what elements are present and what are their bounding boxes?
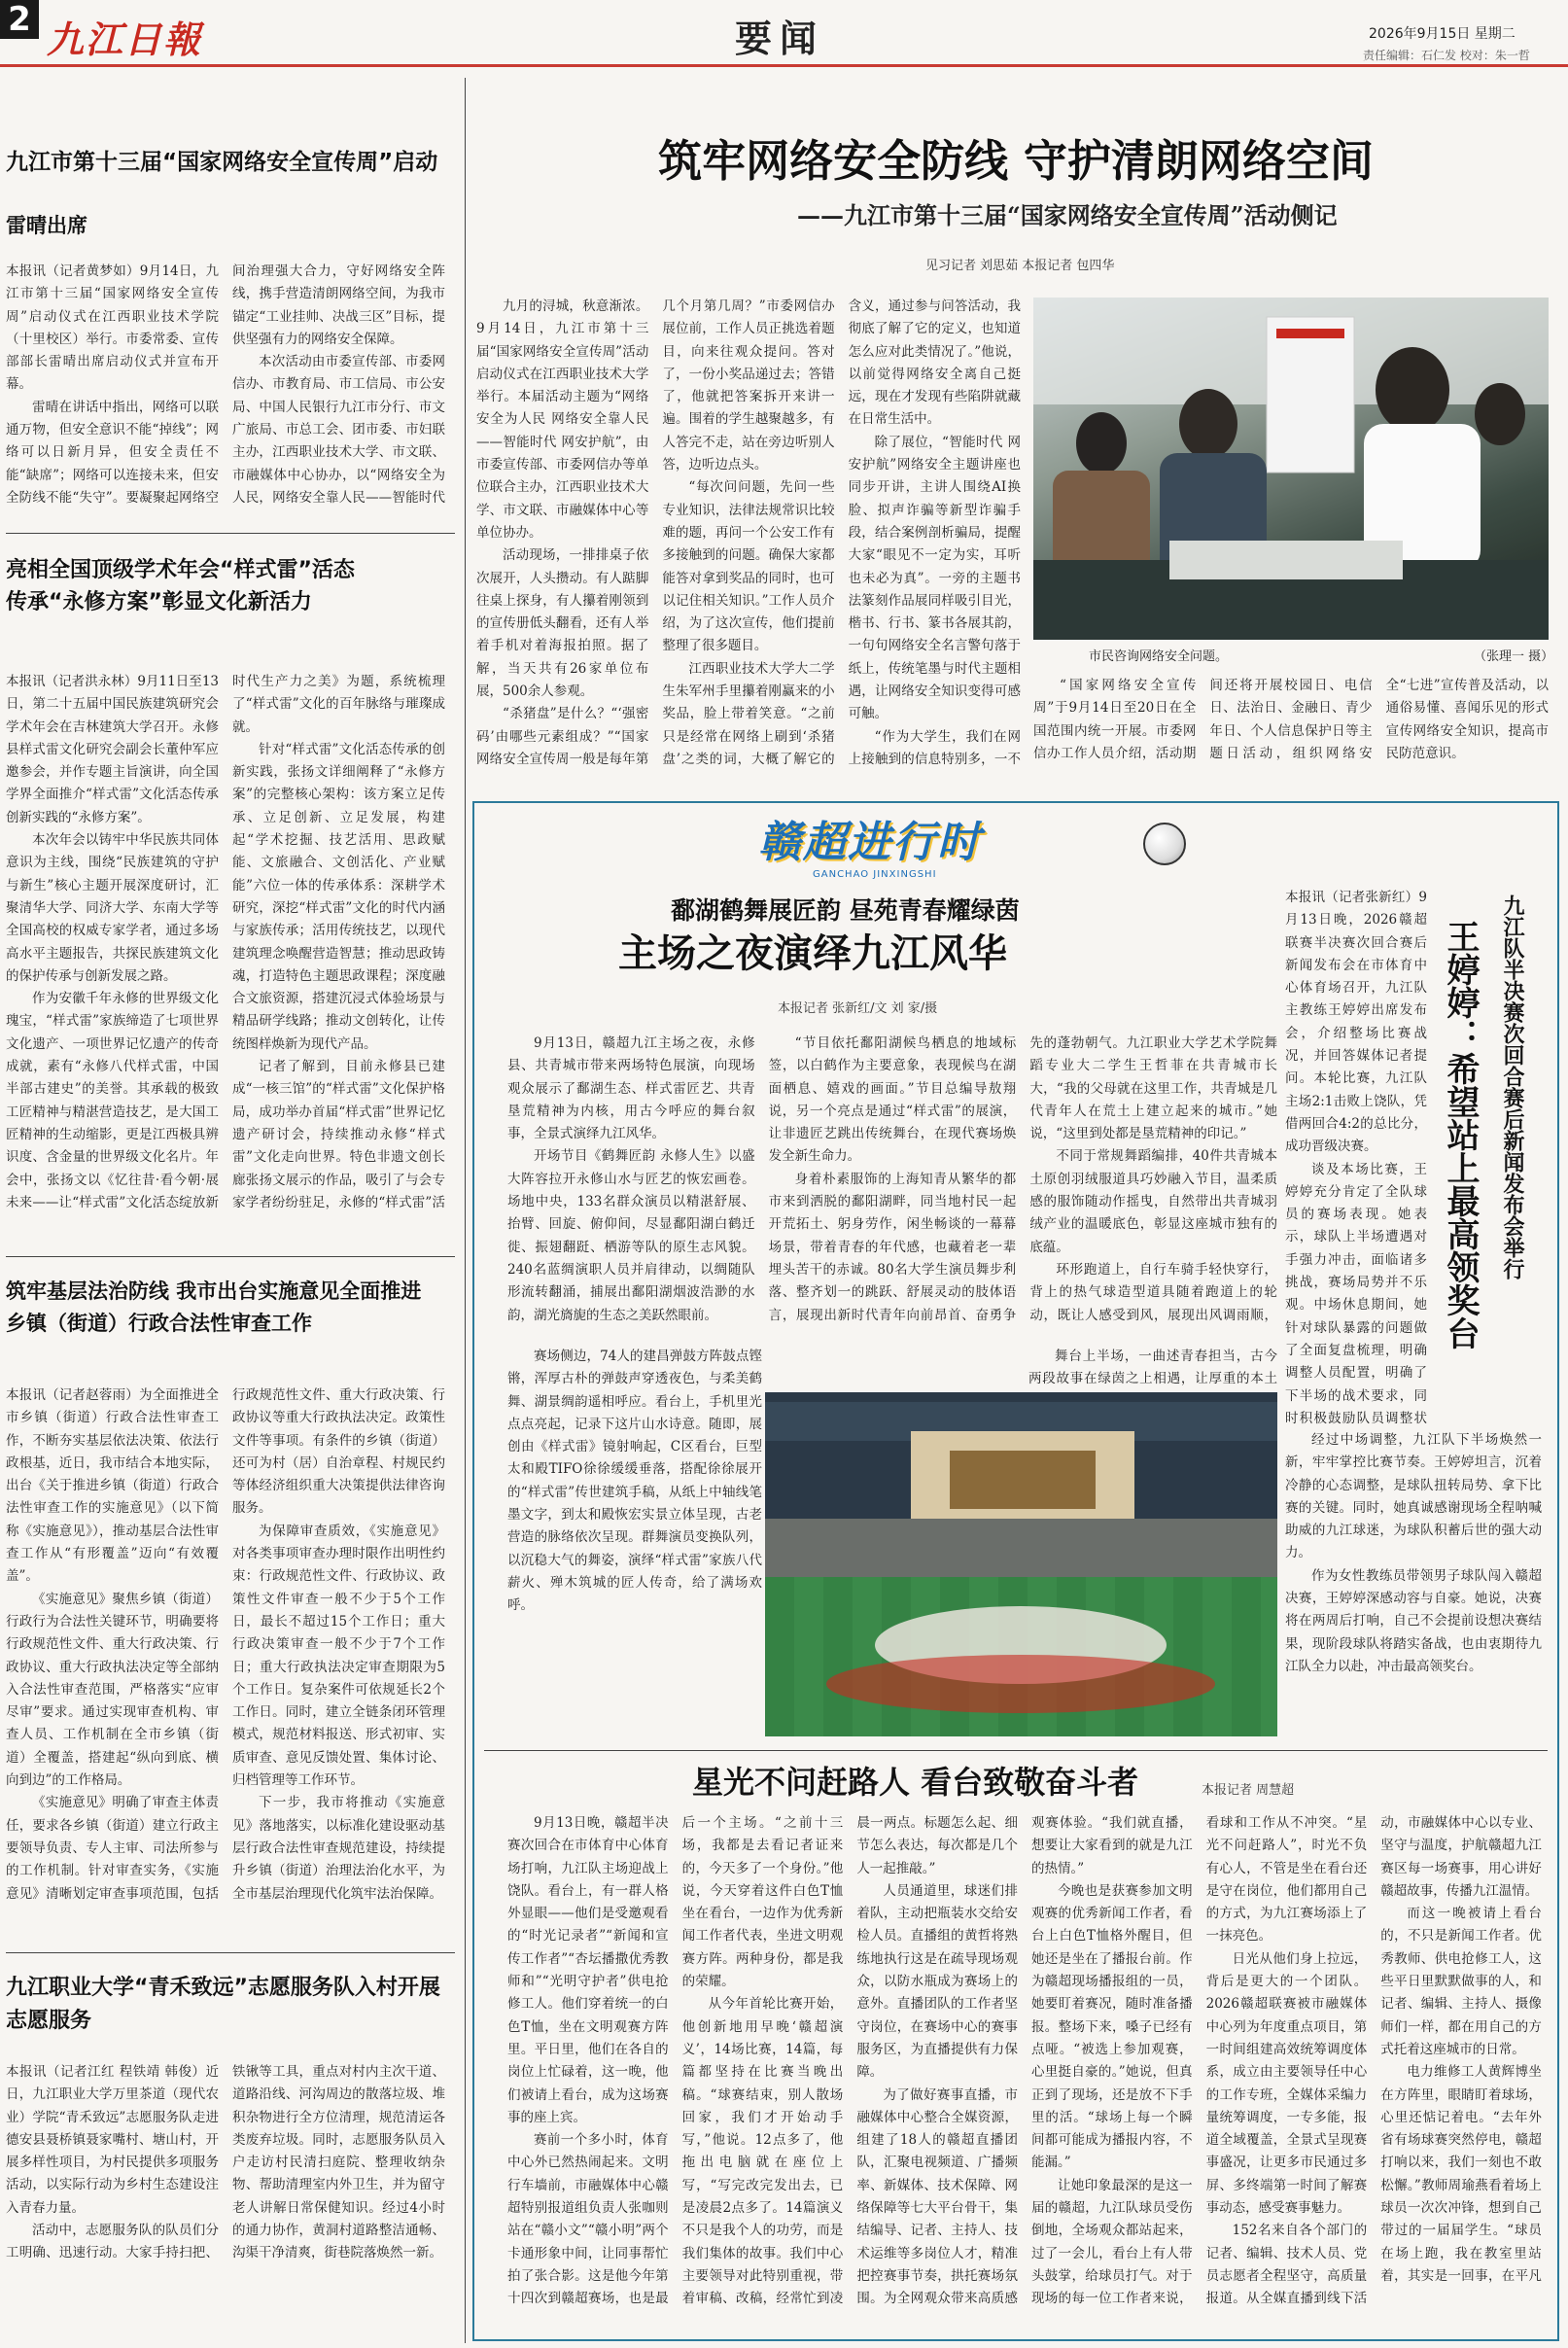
soccer-ball-icon xyxy=(1143,823,1186,865)
article-body: 本报讯（记者洪永林）9月11日至13日，第二十五届中国民族建筑研究会学术年会在吉林建筑大学召开。永修县样式雷文化研究会副会长董仲军应邀参会，并作专题主旨演讲，向全国学界全面推介“样式雷”文化活态传承创新实践的“永修方案”。 本次年会以铸牢中华民族共同体意识为主线，围绕“民族建筑的守护与新生”核心主题开展深度研讨，汇聚清华大学、同济大学、东南大学等全国高校的权威专家学者，通过多场高水平主题报告，共探民族建筑文化的保护传承与创新发展之路。 作为安徽千年永修的世界级文化瑰宝，“样式雷”家族缔造了七项世界文化遗产、一项世界记忆遗产的传奇成就，素有“永修八代样式雷，中国半部古建史”的美誉。其承载的极致工匠精神与精湛营造技艺，是大国工匠精神的生动缩影，更是江西极具辨识度、含金量的世界级文化名片。年会中，张扬文以《忆往昔·看今朝·展未来——让“样式雷”文化活态绽放新时代生产力之美》为题，系统梳理了“样式雷”文化的百年脉络与璀璨成就。 针对“样式雷”文化活态传承的创新实践，张扬文详细阐释了“永修方案”的完整核心架构：该方案立足传承、立足创新、立足发展，构建起“学术挖掘、技艺活用、思政赋能、文旅融合、文创活化、产业赋能”六位一体的传承体系：深耕学术研究，深挖“样式雷”文化的时代内涵与家族传承；活用传统技艺，以现代建筑理念唤醒营造智慧；推动思政铸魂，打造特色主题思政课程；深度融合文旅资源，搭建沉浸式体验场景与精品研学线路；推动文创转化，让传统图样焕新为现代产品。 记者了解到，目前永修县已建成“一核三馆”的“样式雷”文化保护格局，成功举办首届“样式雷”世界记忆遗产研讨会，持续推动永修“样式雷”文化走向世界。特色非遗文创长廊张扬文展示的作品，吸引了与会专家学者纷纷驻足，永修的“样式雷”活 xyxy=(6,674,445,1210)
header-rule xyxy=(0,64,1568,67)
banner-subtitle: GANCHAO JINXINGSHI xyxy=(813,869,937,880)
article-body: 本报讯（记者黄梦如）9月14日，九江市第十三届“国家网络安全宣传周”启动仪式在江西职业技术学院（十里校区）举行。市委常委、宣传部部长雷晴出席启动仪式并宣布开幕。 雷晴在讲话中指出，网络可以联通万物，但安全意识不能“掉线”；网络可以日新月异，但安全责任不能“缺席”；网络可以连接未来，但安全防线不能“失守”。要凝聚起网络空间治理强大合力，守好网络安全阵线，携手营造清朗网络空间，为我市锚定“工业挂帅、决战三区”目标，提供坚强有力的网络安全保障。 本次活动由市委宣传部、市委网信办、市教育局、市工信局、市公安局、中国人民银行九江市分行、市文广旅局、市总工会、团市委、市妇联主办，江西职业技术大学、市文联、市融媒体中心协办，以“网络安全为人民，网络安全靠人民——智能时代 xyxy=(6,263,445,506)
article-title: 九江市第十三届“国家网络安全宣传周”启动 xyxy=(6,150,438,175)
banner-title: 赣超进行时 xyxy=(758,818,982,867)
fans-byline: 本报记者 周慧超 xyxy=(1202,1783,1295,1798)
photo-caption: 市民咨询网络安全问题。 xyxy=(1089,649,1229,664)
coach-side-headline: 九江队半决赛次回合赛后新闻发布会举行 xyxy=(1500,894,1524,1279)
divider xyxy=(6,533,455,534)
sports-body-right: 舞台上半场，一曲述青春担当，古今两段故事在绿茵之上相遇，让厚重的本土 xyxy=(1028,1349,1277,1387)
sports-banner xyxy=(758,807,1147,879)
sports-body-lower: 赛场侧边，74人的建昌弹鼓方阵鼓点铿锵，浑厚古朴的弹鼓声穿透夜色，与柔美鹤舞、湖景绸韵遥相呼应。看台上，手机里光点点亮起，记录下这片山水诗意。随即，展创由《样式雷》镜射响起，C区看台，巨型太和殿TIFO徐徐缓缓垂落，搭配徐徐展开的“样式雷”传世建筑手稿，从纸上中轴线笔墨文字，到太和殿恢宏实景立体呈现，古老营造的脉络依次呈现。群舞演员变换队列，以沉稳大气的舞姿，演绎“样式雷”家族八代薪火、殚木筑城的匠人传奇，给了满场欢呼。 xyxy=(507,1349,762,1614)
editor-line: 责任编辑：石仁发 校对：朱一哲 xyxy=(1363,49,1530,62)
section-title: 要闻 xyxy=(735,17,825,60)
divider xyxy=(6,1952,455,1953)
coach-body: 本报讯（记者张新红）9月13日晚，2026赣超联赛半决赛次回合赛后新闻发布会在市体育中心体育场召开，九江队主教练王婷婷出席发布会，介绍整场比赛战况，并回答媒体记者提问。本轮比赛，九江队主场2:1击败上饶队，凭借两回合4:2的总比分，成功晋级决赛。 谈及本场比赛，王婷婷充分肯定了全队球员的赛场表现。她表示，球队上半场遭遇对手强力冲击，面临诸多挑战，赛场局势并不乐观。中场休息期间，她针对球队暴露的问题做了全面复盘梳理，明确调整人员配置，明确了下半场的战术要求，同时积极鼓励队员调整状 xyxy=(1285,890,1427,1425)
feature-subheadline: ——九江市第十三届“国家网络安全宣传周”活动侧记 xyxy=(797,201,1338,229)
article-body: 本报讯（记者江红 程铁靖 韩俊）近日，九江职业大学万里茶道（现代农业）学院“青禾致远”志愿服务队走进德安县聂桥镇聂家嘴村、塘山村，开展多样性项目，为村民提供多项服务活动，以实际行动为乡村生态建设注入青春力量。 活动中，志愿服务队的队员们分工明确、迅速行动。大家手持扫把、铁锹等工具，重点对村内主次干道、道路沿线、河沟周边的散落垃圾、堆积杂物进行全方位清理，规范清运各类废弃垃圾。同时，志愿服务队员入户走访村民清扫庭院、整理收纳杂物、帮助清理室内外卫生，并为留守老人讲解日常保健知识。经过4小时的通力协作，黄洞村道路整洁通畅、沟渠干净清爽，街巷院落焕然一新。 xyxy=(6,2064,445,2261)
coach-body-lower: 经过中场调整，九江队下半场焕然一新，牢牢掌控比赛节奏。王婷婷坦言，沉着冷静的心态调整，是球队扭转局势、拿下比赛的关键。同时，她真诚感谢现场全程呐喊助威的九江球迷，为球队积蓄后世的强大动力。 作为女性教练员带领男子球队闯入赣超决赛，王婷婷深感动容与自豪。她说，决赛将在两周后打响，自己不会提前设想决赛结果，现阶段球队将踏实备战，也由衷期待九江队全力以赴，冲击最高领奖台。 xyxy=(1285,1432,1542,1674)
masthead-logo: 九江日報 xyxy=(47,18,203,61)
sports-byline: 本报记者 张新红/文 刘 家/摄 xyxy=(778,1001,938,1016)
fans-body: 9月13日晚，赣超半决赛次回合在市体育中心体育场打响，九江队主场迎战上饶队。看台上，有一群人格外显眼——他们是受邀观看的“时光记录者”“新闻和宣传工作者”“杏坛播撒优秀教师和”“光明守护者”供电抢修工人。他们穿着统一的白色T恤，坐在文明观赛方阵里。平日里，他们在各自的岗位上忙碌着，这一晚，他们被请上看台，成为这场赛事的座上宾。 赛前一个多小时，体育中心外已然热闹起来。文明行车墙前，市融媒体中心赣超特别报道组负责人张咖则站在“赣小文”“赣小明”两个卡通形象中间，让同事帮忙拍了张合影。这是他今年第十四次到赣超赛场，也是最后一个主场。“之前十三场，我都是去看记者证来的，今天多了一个身份。”他说，今天穿着这件白色T恤坐在看台，一边作为优秀新闻工作者代表，坐进文明观赛方阵。两种身份，都是我的荣耀。 从今年首轮比赛开始，他创新地用早晚‘赣超演义’，14场比赛，14篇，每篇都坚持在比赛当晚出稿。“球赛结束，别人散场回家，我们才开始动手写，”他说。12点多了，他拖出电脑就在座位上写，“写完改完发出去，已是凌晨2点多了。14篇演义不只是我个人的功劳，而是我们集体的故事。我们中心主要领导对此特别重视，带着审稿、改稿，经常忙到凌晨一两点。标题怎么起、细节怎么表达，每次都是几个人一起推敲。” 人员通道里，球迷们排着队，主动把瓶装水交给安检人员。直播组的黄哲将熟练地执行这是在疏导现场观众，以防水瓶成为赛场上的意外。直播团队的工作者坚守岗位，在赛场中心的赛事服务区，为直播提供有力保障。 为了做好赛事直播，市融媒体中心整合全媒资源，组建了18人的赣超直播团队，汇聚电视频道、广播频率、新媒体、技术保障、网络保障等七大平台骨干，集结编导、记者、主持人、技术运维等多岗位人才，精准把控赛事节奏，拱托赛场氛围。为全网观众带来高质感观赛体验。“我们就直播，想要让大家看到的就是九江的热情。” 今晚也是获赛参加文明观赛的优秀新闻工作者，看台上白色T恤格外醒目，但她还是坐在了播报台前。作为赣超现场播报组的一员，她要盯着赛况，随时准备播报。整场下来，嗓子已经有点哑。“被选上参加观赛，心里挺自豪的。”她说，但真正到了现场，还是放不下手里的活。“球场上每一个瞬间都可能成为播报内容，不能漏。” 让她印象最深的是这一届的赣超，九江队球员受伤倒地，全场观众都站起来，过了一会儿，看台上有人带头鼓掌，给球员打气。对于现场的每一位工作者来说，看球和工作从不冲突。“星光不问赶路人”，时光不负有心人，不管是坐在看台还是守在岗位，他们都用自己的方式，为九江赛场添上了一抹亮色。 日光从他们身上拉远，背后是更大的一个团队。2026赣超联赛被市融媒体中心列为年度重点项目，第一时间组建高效统筹调度体系，成立由主要领导任中心的工作专班，全媒体采编力量统筹调度，一专多能，报道全域覆盖，全景式呈现赛事盛况，让更多市民通过多屏、多终端第一时间了解赛事动态，感受赛事魅力。 152名来自各个部门的记者、编辑、技术人员、党员志愿者全程坚守，高质量报道。从全媒直播到线下活动，市融媒体中心以专业、坚守与温度，护航赣超九江赛区每一场赛事，用心讲好赣超故事，传播九江温情。 而这一晚被请上看台的，不只是新闻工作者。优秀教师、供电抢修工人，这些平日里默默做事的人，和记者、编辑、主持人、摄像师们一样，都在用自己的方式托着这座城市的日常。 电力维修工人黄辉博坐在方阵里，眼睛盯着球场，心里还惦记着电。“去年外省有场球赛突然停电，赣超打响以来，我们一刻也不敢松懈。”教师周瑜燕看着场上球员一次次冲锋，想到自己带过的一届届学生。“球员在场上跑，我在教室里站着，其实是一回事，在平凡 xyxy=(507,1815,1542,2307)
article-subtitle: 雷晴出席 xyxy=(6,214,87,237)
column-divider xyxy=(465,78,466,2343)
article-body: 本报讯（记者赵蓉雨）为全面推进全市乡镇（街道）行政合法性审查工作，不断夯实基层依法决策、依法行政根基，近日，我市结合本地实际，出台《关于推进乡镇（街道）行政合法性审查工作的实施意见》（以下简称《实施意见》），推动基层合法性审查工作从“有形覆盖”迈向“有效覆盖”。 《实施意见》聚焦乡镇（街道）行政行为合法性关键环节，明确要将行政规范性文件、重大行政决策、行政协议、重大行政执法决定等全部纳入合法性审查范围，严格落实“应审尽审”要求。通过实现审查机构、审查人员、工作机制在全市乡镇（街道）全覆盖，搭建起“纵向到底、横向到边”的工作格局。 《实施意见》明确了审查主体责任，要求各乡镇（街道）建立行政主要领导负责、专人主审、司法所参与的工作机制。针对审查实务，《实施意见》清晰划定审查事项范围，包括行政规范性文件、重大行政决策、行政协议等重大行政执法决定。政策性文件等事项。有条件的乡镇（街道）还可为村（居）自治章程、村规民约等体经济组织重大决策提供法律咨询服务。 为保障审查质效，《实施意见》对各类事项审查办理时限作出明性约束：行政规范性文件、行政协议、政策性文件审查一般不少于5个工作日，最长不超过15个工作日；重大行政决策审查一般不少于7个工作日；重大行政执法决定审查期限为5个工作日。复杂案件可依规延长2个工作日。同时，建立全链条闭环管理模式，规范材料报送、形式初审、实质审查、意见反馈处置、集体讨论、归档管理等工作环节。 下一步，我市将推动《实施意见》落地落实，以标准化建设驱动基层行政合法性审查规范建设，持续提升乡镇（街道）治理法治化水平，为全市基层治理现代化筑牢法治保障。 xyxy=(6,1387,445,1902)
feature-body: 九月的浔城，秋意渐浓。9月14日，九江市第十三届“国家网络安全宣传周”活动启动仪式在江西职业技术大学举行。本届活动主题为“网络安全为人民 网络安全靠人民——智能时代 网安护航”，由市委宣传部、市委网信办等单位联合主办，江西职业技术大学、市文联、市融媒体中心等单位协办。 活动现场，一排排桌子依次展开，人头攒动。有人踮脚往桌上探身，有人攥着刚领到的宣传册低头翻看，还有人举着手机对着海报拍照。据了解，当天共有26家单位布展，500余人参观。 “杀猪盘”是什么？“‘强密码’由哪些元素组成？”“国家网络安全宣传周一般是每年第几个月第几周？”市委网信办展位前，工作人员正挑选着题目，向来往观众提问。答对了，一份小奖品递过去；答错了，他就把答案拆开来讲一遍。围着的学生越聚越多，有人答完不走，站在旁边听别人答，边听边点头。 “每次问问题，先问一些专业知识，法律法规常识比较难的题，再问一个公安工作有多接触到的问题。确保大家都能答对拿到奖品的同时，也可以记住相关知识。”工作人员介绍，为了这次宣传，他们提前整理了很多题目。 江西职业技术大学大二学生朱军州手里攥着刚赢来的小奖品，脸上带着笑意。“之前只是经常在网络上刷到‘杀猪盘’之类的词，大概了解它的含义，通过参与问答活动，我彻底了解了它的定义，也知道怎么应对此类情况了。”他说，以前觉得网络安全离自己挺远，现在才发现有些陷阱就藏在日常生活中。 除了展位，“智能时代 网安护航”网络安全主题讲座也同步开讲，主讲人围绕AI换脸、拟声诈骗等新型诈骗手段，结合案例剖析骗局，提醒大家“眼见不一定为实，耳听也未必为真”。一旁的主题书法篆刻作品展同样吸引目光，楷书、行书、篆书各展其韵，一句句网络安全名言警句落于纸上，传统笔墨与时代主题相遇，让网络安全知识变得可感可触。 “作为大学生，我们在网上接触到的信息特别多，一不 xyxy=(476,298,1021,767)
sports-kicker: 鄱湖鹤舞展匠韵 昼苑青春耀绿茵 xyxy=(671,896,1020,925)
feature-body-continued: “国家网络安全宣传周”于9月14日至20日在全国范围内统一开展。市委网信办工作人员介绍，活动期间还将开展校园日、电信日、法治日、金融日、青少年日、个人信息保护日等主题日活动，组织网络安全“七进”宣传普及活动，以通俗易懂、喜闻乐见的形式宣传网络安全知识，提高市民防范意识。 xyxy=(1033,678,1549,761)
fans-headline: 星光不问赶路人 看台致敬奋斗者 xyxy=(692,1764,1139,1801)
feature-byline: 见习记者 刘思茹 本报记者 包四华 xyxy=(925,259,1115,273)
issue-date: 2026年9月15日 星期二 xyxy=(1369,26,1516,42)
article-title: 筑牢基层法治防线 我市出台实施意见全面推进乡镇（街道）行政合法性审查工作 xyxy=(6,1279,422,1335)
article-title: 九江职业大学“青禾致远”志愿服务队入村开展志愿服务 xyxy=(6,1976,440,2033)
stadium-scene xyxy=(765,1392,1277,1736)
divider xyxy=(484,1750,1548,1751)
article-title: 亮相全国顶级学术年会“样式雷”活态传承“永修方案”彰显文化新活力 xyxy=(6,558,355,614)
sports-headline: 主场之夜演绎九江风华 xyxy=(618,930,1007,976)
divider xyxy=(6,1256,455,1257)
coach-headline: 王婷婷：希望站上最高领奖台 xyxy=(1441,920,1480,1349)
feature-photo xyxy=(1033,298,1549,640)
sports-body: 9月13日，赣超九江主场之夜，永修县、共青城市带来两场特色展演，向现场观众展示了鄱湖生态、样式雷匠艺、共青垦荒精神为内核，用古今呼应的舞台叙事，全景式演绎九江风华。 开场节目《鹤舞匠韵 永修人生》以盛大阵容拉开永修山水与匠艺的恢宏画卷。场地中央，133名群众演员以精湛舒展、抬臂、回旋、俯仰间，尽显鄱阳湖白鹤迁徙、振翅翻跹、栖游等队的原生志风貌。240名蓝绸演职人员并肩律动，以绸随队形流转翻涌，捕展出鄱阳湖烟波浩渺的水韵，湖光旖旎的生态之美跃然眼前。 “节目依托鄱阳湖候鸟栖息的地域标签，以白鹤作为主要意象，表现候鸟在湖面栖息、嬉戏的画面。”节目总编导敖翔说，另一个亮点是通过“样式雷”的展演，让非遗匠艺跳出传统舞台，在现代赛场焕发全新生命力。 身着朴素服饰的上海知青从繁华的都市来到洒脱的鄱阳湖畔，同当地村民一起开荒拓土、躬身劳作，闲坐畅谈的一幕幕场景，带着青春的年代感，也藏着老一辈埋头苦干的赤诚。80名大学生演员舞步利落、整齐划一的跳跃、舒展灵动的肢体语言，展现出新时代青年向前昂首、奋勇争先的蓬勃朝气。九江职业大学艺术学院舞蹈专业大二学生王哲菲在共青城市长大，“我的父母就在这里工作，共青城是几代青年人在荒土上建立起来的城市。”她说，“这里到处都是垦荒精神的印记。” 不同于常规舞蹈编排，40件共青城本土原创羽绒服道具巧妙融入节目，温柔质感的服饰随动作摇曳，自然带出共青城羽绒产业的温暖底色，彰显这座城市独有的底蕴。 环形跑道上，自行车骑手轻快穿行，背上的热气球造型道具随着跑道上的轮动，既让人感受到风，展现出风调雨顺， xyxy=(507,1035,1277,1323)
stadium-photo xyxy=(765,1392,1277,1736)
photo-credit: （张理一 摄） xyxy=(1474,649,1554,664)
photo-scene xyxy=(1033,298,1549,640)
page-number: 2 xyxy=(8,0,31,39)
feature-headline: 筑牢网络安全防线 守护清朗网络空间 xyxy=(658,135,1374,187)
